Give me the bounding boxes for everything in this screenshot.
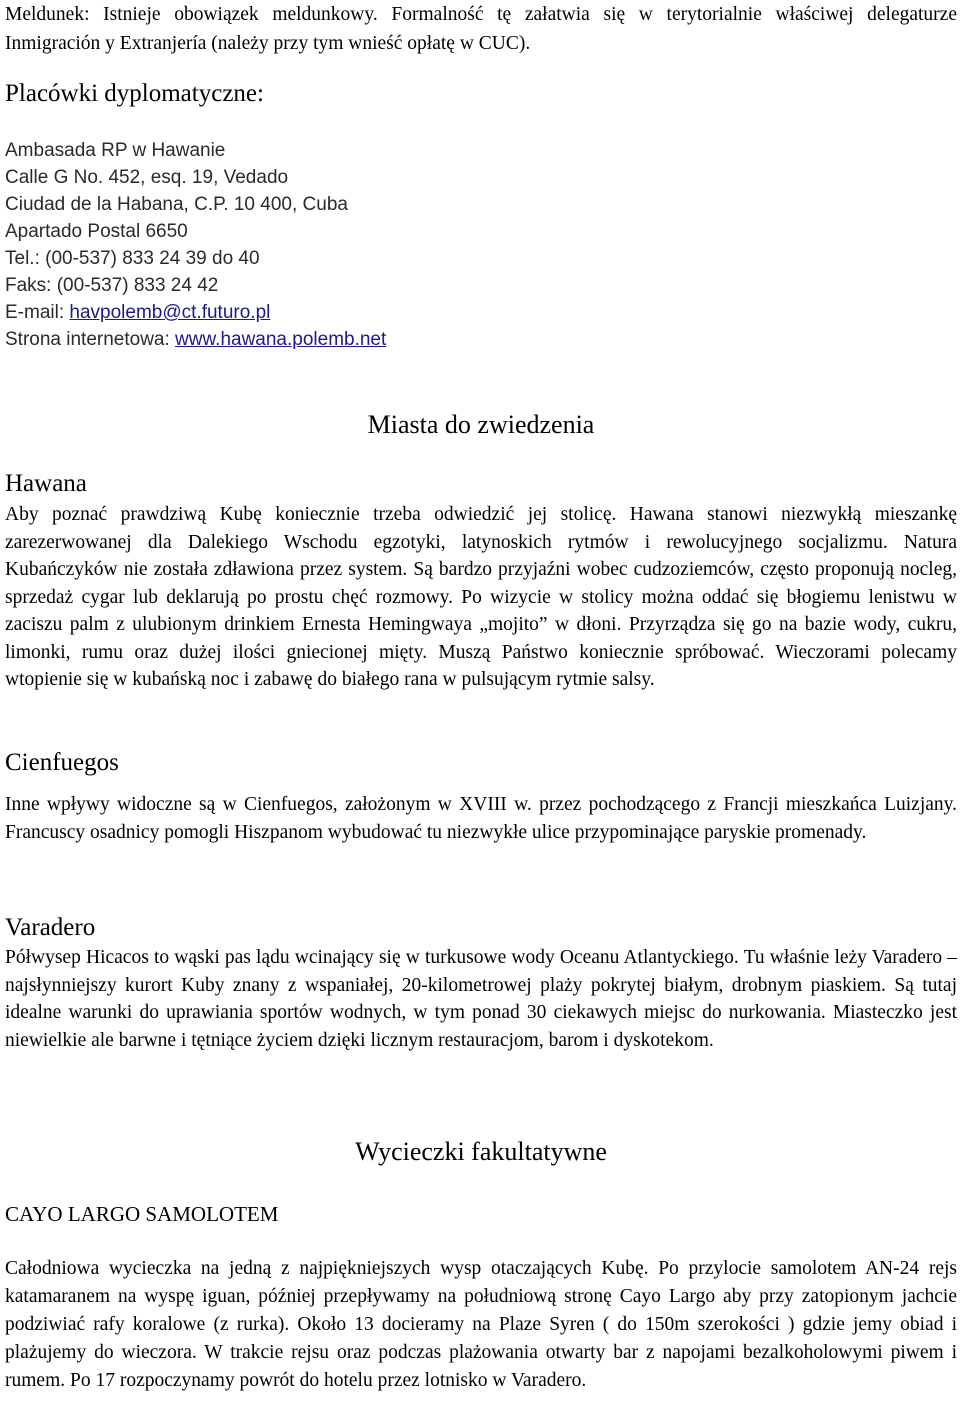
registration-paragraph: Meldunek: Istnieje obowiązek meldunkowy. Formalność tę załatwia się w terytorialnie właściwej delegaturze Inmigración y Extranjería (należy przy tym wnieść opłatę w CUC). [5, 4, 957, 54]
embassy-phone: Tel.: (00-537) 833 24 39 do 40 [5, 248, 260, 269]
diplomatic-heading: Placówki dyplomatyczne: [5, 80, 264, 107]
cayo-largo-paragraph: Całodniowa wycieczka na jedną z najpiękniejszych wysp otaczających Kubę. Po przylocie samolotem AN-24 rejs katamaranem na wyspę iguan, później przepływamy na południową stronę Cayo Largo aby przy zatopionym jachcie podziwiać rafy koralowe (z rurka). Około 13 docieramy na Plaze Syren ( do 150m szerokości ) gdzie jemy obiad i plażujemy do wieczora. W trakcie rejsu oraz podczas plażowania otwarty bar z napojami bezalkoholowymi piwem i rumem. Po 17 rozpoczynamy powrót do hotelu przez lotnisko w Varadero. [5, 1258, 957, 1391]
embassy-contact [5, 137, 386, 353]
email-label: E-mail: [5, 302, 70, 323]
embassy-web-row [5, 326, 386, 353]
email-link[interactable]: havpolemb@ct.futuro.pl [69, 302, 271, 323]
varadero-heading: Varadero [5, 914, 96, 941]
website-link[interactable]: www.hawana.polemb.net [175, 329, 387, 350]
excursions-heading: Wycieczki fakultatywne [355, 1137, 607, 1166]
cities-heading: Miasta do zwiedzenia [367, 410, 595, 439]
hawana-heading: Hawana [5, 470, 87, 497]
cienfuegos-heading: Cienfuegos [5, 749, 119, 776]
hawana-paragraph: Aby poznać prawdziwą Kubę koniecznie trzeba odwiedzić jej stolicę. Hawana stanowi niezwykłą mieszankę zarezerwowanej dla Dalekiego Wschodu egzotyki, latynoskich rytmów i rewolucyjnego socjalizmu. Natura Kubańczyków nie została zdławiona przez system. Są bardzo przyjaźni wobec cudzoziemców, często proponują nocleg, sprzedaż cygar lub deklarują po prostu chęć rozmowy. Po wizycie w stolicy można oddać się błogiemu lenistwu w zaciszu palm z ulubionym drinkiem Ernesta Hemingwaya „mojito” w dłoni. Przyrządza się go na bazie wody, cukru, limonki, rumu oraz dużej ilości gniecionej mięty. Muszą Państwo koniecznie spróbować. Wieczorami polecamy wtopienie się w kubańską noc i zabawę do białego rana w pulsującym rytmie salsy. [5, 504, 957, 690]
embassy-city: Ciudad de la Habana, C.P. 10 400, Cuba [5, 194, 348, 215]
embassy-fax: Faks: (00-537) 833 24 42 [5, 275, 219, 296]
embassy-po-box: Apartado Postal 6650 [5, 221, 188, 242]
cayo-largo-title: CAYO LARGO SAMOLOTEM [5, 1202, 279, 1226]
embassy-name: Ambasada RP w Hawanie [5, 140, 226, 161]
web-label: Strona internetowa: [5, 329, 176, 350]
embassy-street: Calle G No. 452, esq. 19, Vedado [5, 167, 289, 188]
varadero-paragraph: Półwysep Hicacos to wąski pas lądu wcinający się w turkusowe wody Oceanu Atlantyckiego. Tu właśnie leży Varadero – najsłynniejszy kurort Kuby znany z wspaniałej, 20-kilometrowej plaży pokrytej białym, drobnym piaskiem. Są tutaj idealne warunki do uprawiania sportów wodnych, w tym ponad 30 ciekawych miejsc do nurkowania. Miasteczko jest niewielkie ale barwne i tętniące życiem dzięki licznym restauracjom, barom i dyskotekom. [5, 947, 957, 1051]
embassy-email-row [5, 299, 386, 326]
cienfuegos-paragraph: Inne wpływy widoczne są w Cienfuegos, założonym w XVIII w. przez pochodzącego z Francji mieszkańca Luizjany. Francuscy osadnicy pomogli Hiszpanom wybudować tu niezwykłe ulice przypominające paryskie promenady. [5, 794, 957, 843]
